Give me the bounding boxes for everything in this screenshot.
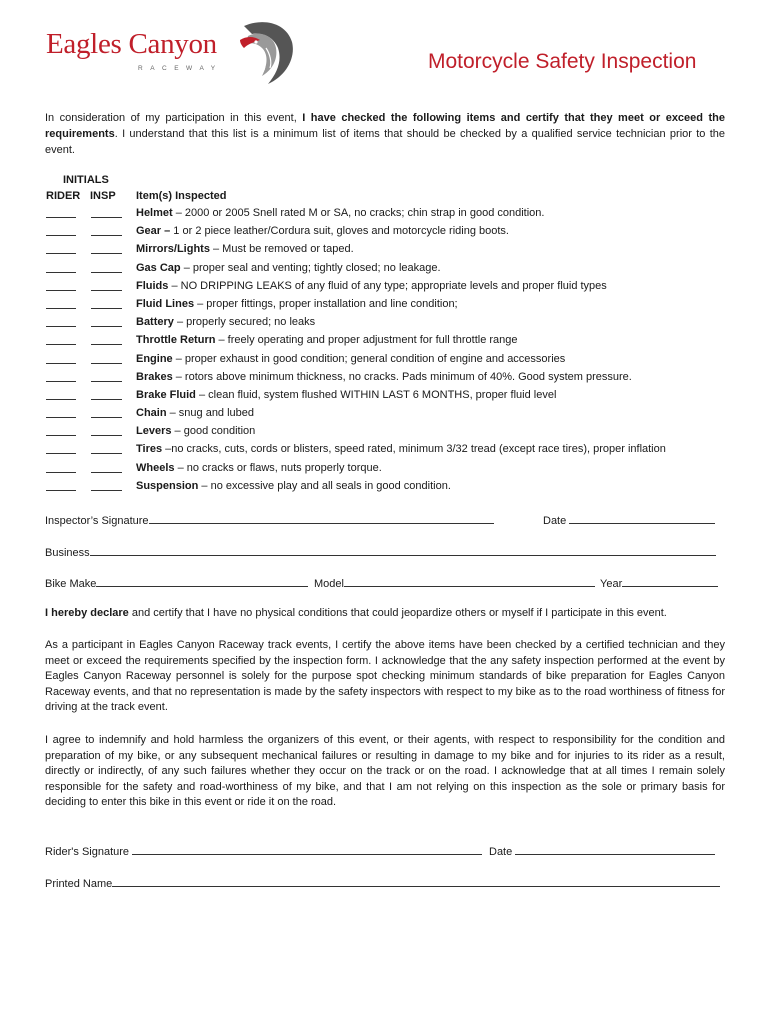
initials-heading: INITIALS	[63, 174, 109, 186]
inspector-signature-label: Inspector’s Signature	[45, 515, 149, 527]
indemnify-paragraph: I agree to indemnify and hold harmless the organizers of this event, or their agents, with respect to responsibility for the condition and preparation of my bike, or any subsequent mechanical failures or resulting in damage to my bike and for injuries to its rider as a result, directly or indirectly, of any such failures whether they occur on the track or on the road. I acknowledge that at all times I remain solely responsible for the safety and road-worthiness of my bike, and that I am not relying on this inspection as the sole or primary basis for deciding to enter this bike in this event or ride it on the road.	[45, 734, 725, 808]
intro-lead: In consideration of my participation in this event,	[45, 112, 303, 124]
business-field	[45, 544, 716, 559]
item-name: Helmet	[136, 207, 173, 219]
item-desc: – proper seal and venting; tightly closed; no leakage.	[180, 261, 441, 274]
bike-make-line[interactable]	[96, 575, 308, 587]
item-desc: – Must be removed or taped.	[209, 243, 354, 256]
rider-initials-blank[interactable]	[46, 272, 76, 273]
rider-initials-blank[interactable]	[46, 363, 76, 364]
item-desc: – snug and lubed	[166, 407, 255, 420]
intro-paragraph	[45, 110, 725, 158]
checklist-row-battery	[0, 315, 770, 333]
checklist-row-gear	[0, 224, 770, 242]
checklist-row-levers	[0, 424, 770, 442]
item-desc: – good condition	[171, 425, 256, 438]
logo-subtext: RACEWAY	[138, 65, 223, 72]
rider-initials-blank[interactable]	[46, 417, 76, 418]
insp-initials-blank[interactable]	[91, 363, 122, 364]
year-label: Year	[600, 578, 623, 590]
riders-signature-line[interactable]	[132, 843, 482, 855]
rider-date-line[interactable]	[515, 843, 715, 855]
inspector-signature-field	[45, 512, 494, 527]
printed-name-label: Printed Name	[45, 878, 113, 890]
checklist-row-tires	[0, 442, 770, 460]
item-name: Levers	[136, 425, 172, 438]
declaration-rest: and certify that I have no physical conditions that could jeopardize others or myself if I participate in this event.	[128, 607, 667, 619]
business-label: Business	[45, 547, 90, 559]
year-field	[600, 575, 718, 590]
item-name: Tires	[136, 443, 163, 456]
checklist-row-suspension	[0, 479, 770, 497]
checklist-item	[136, 206, 544, 220]
insp-initials-blank[interactable]	[91, 490, 122, 491]
item-desc: – rotors above minimum thickness, no cracks. Pads minimum of 40%. Good system pressure.	[172, 370, 632, 383]
riders-signature-label: Rider's Signature	[45, 846, 130, 858]
checklist-row-fluids	[0, 279, 770, 297]
bike-make-field	[45, 575, 308, 590]
insp-initials-blank[interactable]	[91, 417, 122, 418]
bike-make-label: Bike Make	[45, 578, 97, 590]
checklist-row-gas-cap	[0, 261, 770, 279]
checklist-row-fluid-lines	[0, 297, 770, 315]
item-name: Mirrors/Lights	[136, 243, 210, 256]
item-name: Battery	[136, 316, 174, 329]
checklist-row-engine	[0, 352, 770, 370]
item-desc: – proper exhaust in good condition; general condition of engine and accessories	[172, 352, 566, 365]
model-field	[314, 575, 595, 590]
rider-initials-blank[interactable]	[46, 290, 76, 291]
checklist-item	[136, 242, 354, 256]
checklist-item	[136, 297, 458, 311]
rider-initials-blank[interactable]	[46, 326, 76, 327]
item-desc: – clean fluid, system flushed WITHIN LAST 6 MONTHS, proper fluid level	[195, 388, 557, 401]
eagles-canyon-logo	[46, 18, 296, 88]
item-name: Wheels	[136, 461, 175, 474]
insp-initials-blank[interactable]	[91, 326, 122, 327]
insp-initials-blank[interactable]	[91, 272, 122, 273]
checklist-item	[136, 370, 632, 384]
printed-name-line[interactable]	[112, 875, 720, 887]
participant-paragraph: As a participant in Eagles Canyon Raceway track events, I certify the above items have been checked by a certified technician and they meet or exceed the requirements specified by the inspection form. I acknowledge that the any safety inspection performed at the event by Eagles Canyon Raceway personnel is solely for the purpose spot checking minimum standards of bike preparation for Eagles Canyon Raceway events, and that no representation is made by the safety inspectors with respect to my bike as to the road worthiness of fitness for driving at the track event.	[45, 639, 725, 713]
checklist-row-helmet	[0, 206, 770, 224]
checklist-item	[136, 352, 565, 366]
declaration-bold: I hereby declare	[45, 607, 129, 619]
insp-initials-blank[interactable]	[91, 381, 122, 382]
item-name: Engine	[136, 352, 173, 365]
checklist-item	[136, 333, 518, 347]
inspector-date-label: Date	[543, 515, 567, 527]
item-desc: – properly secured; no leaks	[173, 316, 316, 329]
insp-initials-blank[interactable]	[91, 253, 122, 254]
item-name: Brakes	[136, 370, 173, 383]
rider-initials-blank[interactable]	[46, 253, 76, 254]
checklist-row-wheels	[0, 461, 770, 479]
insp-initials-blank[interactable]	[91, 217, 122, 218]
checklist-item	[136, 279, 607, 293]
insp-initials-blank[interactable]	[91, 472, 122, 473]
inspector-date-field	[543, 512, 715, 527]
rider-initials-blank[interactable]	[46, 472, 76, 473]
checklist-item	[136, 406, 254, 420]
item-desc: – proper fittings, proper installation and line condition;	[194, 297, 458, 310]
rider-initials-blank[interactable]	[46, 453, 76, 454]
item-desc: – no excessive play and all seals in good condition.	[198, 479, 451, 492]
checklist-row-chain	[0, 406, 770, 424]
checklist-row-throttle-return	[0, 333, 770, 351]
checklist-row-brakes	[0, 370, 770, 388]
rider-initials-blank[interactable]	[46, 399, 76, 400]
rider-initials-blank[interactable]	[46, 217, 76, 218]
insp-initials-blank[interactable]	[91, 235, 122, 236]
item-desc: – freely operating and proper adjustment for full throttle range	[215, 334, 518, 347]
item-desc: –no cracks, cuts, cords or blisters, speed rated, minimum 3/32 tread (except race tires), proper inflation	[162, 443, 666, 456]
checklist-row-brake-fluid	[0, 388, 770, 406]
insp-column-heading: INSP	[90, 190, 116, 202]
riders-signature-field	[45, 843, 482, 858]
page-title: Motorcycle Safety Inspection	[428, 50, 697, 73]
rider-initials-blank[interactable]	[46, 490, 76, 491]
rider-initials-blank[interactable]	[46, 381, 76, 382]
item-name: Fluid Lines	[136, 297, 195, 310]
inspector-date-line[interactable]	[569, 512, 715, 524]
inspector-signature-line[interactable]	[149, 512, 494, 524]
item-desc: – no cracks or flaws, nuts properly torque.	[174, 461, 382, 474]
inspection-checklist	[0, 206, 770, 497]
rider-column-heading: RIDER	[46, 190, 81, 202]
checklist-item	[136, 261, 441, 275]
rider-initials-blank[interactable]	[46, 308, 76, 309]
model-label: Model	[314, 578, 344, 590]
logo-wordmark: Eagles Canyon	[46, 28, 217, 60]
printed-name-field	[45, 875, 720, 890]
intro-rest: . I understand that this list is a minimum list of items that should be checked by a qualified service technician prior to the event.	[45, 128, 725, 156]
insp-initials-blank[interactable]	[91, 453, 122, 454]
rider-date-field	[489, 843, 715, 858]
rider-initials-blank[interactable]	[46, 235, 76, 236]
insp-initials-blank[interactable]	[91, 290, 122, 291]
checklist-item	[136, 224, 509, 238]
checklist-item	[136, 424, 255, 438]
item-name: Brake Fluid	[136, 388, 196, 401]
insp-initials-blank[interactable]	[91, 435, 122, 436]
item-desc: 1 or 2 piece leather/Cordura suit, gloves and motorcycle riding boots.	[170, 225, 509, 238]
item-name: Throttle Return	[136, 334, 216, 347]
rider-date-label: Date	[489, 846, 513, 858]
model-line[interactable]	[344, 575, 595, 587]
item-name: Suspension	[136, 479, 199, 492]
rider-initials-blank[interactable]	[46, 435, 76, 436]
rider-initials-blank[interactable]	[46, 344, 76, 345]
checklist-row-mirrors-lights	[0, 242, 770, 260]
insp-initials-blank[interactable]	[91, 344, 122, 345]
item-name: Fluids	[136, 279, 169, 292]
eagle-head-icon	[234, 18, 296, 88]
checklist-item	[136, 442, 666, 456]
intro-bold: I have checked the following items and certify that they meet or exceed the requirements	[45, 112, 725, 140]
checklist-item	[136, 461, 382, 475]
item-desc: – 2000 or 2005 Snell rated M or SA, no cracks; chin strap in good condition.	[172, 207, 545, 219]
item-desc: – NO DRIPPING LEAKS of any fluid of any type; appropriate levels and proper fluid types	[168, 279, 607, 292]
checklist-item	[136, 315, 315, 329]
declaration-paragraph	[45, 606, 725, 622]
item-name: Gas Cap	[136, 261, 181, 274]
year-line[interactable]	[622, 575, 718, 587]
insp-initials-blank[interactable]	[91, 399, 122, 400]
item-name: Chain	[136, 407, 167, 420]
item-name: Gear –	[136, 225, 171, 238]
checklist-item	[136, 388, 556, 402]
insp-initials-blank[interactable]	[91, 308, 122, 309]
business-line[interactable]	[90, 544, 716, 556]
items-inspected-heading: Item(s) Inspected	[136, 190, 227, 202]
checklist-item	[136, 479, 451, 493]
